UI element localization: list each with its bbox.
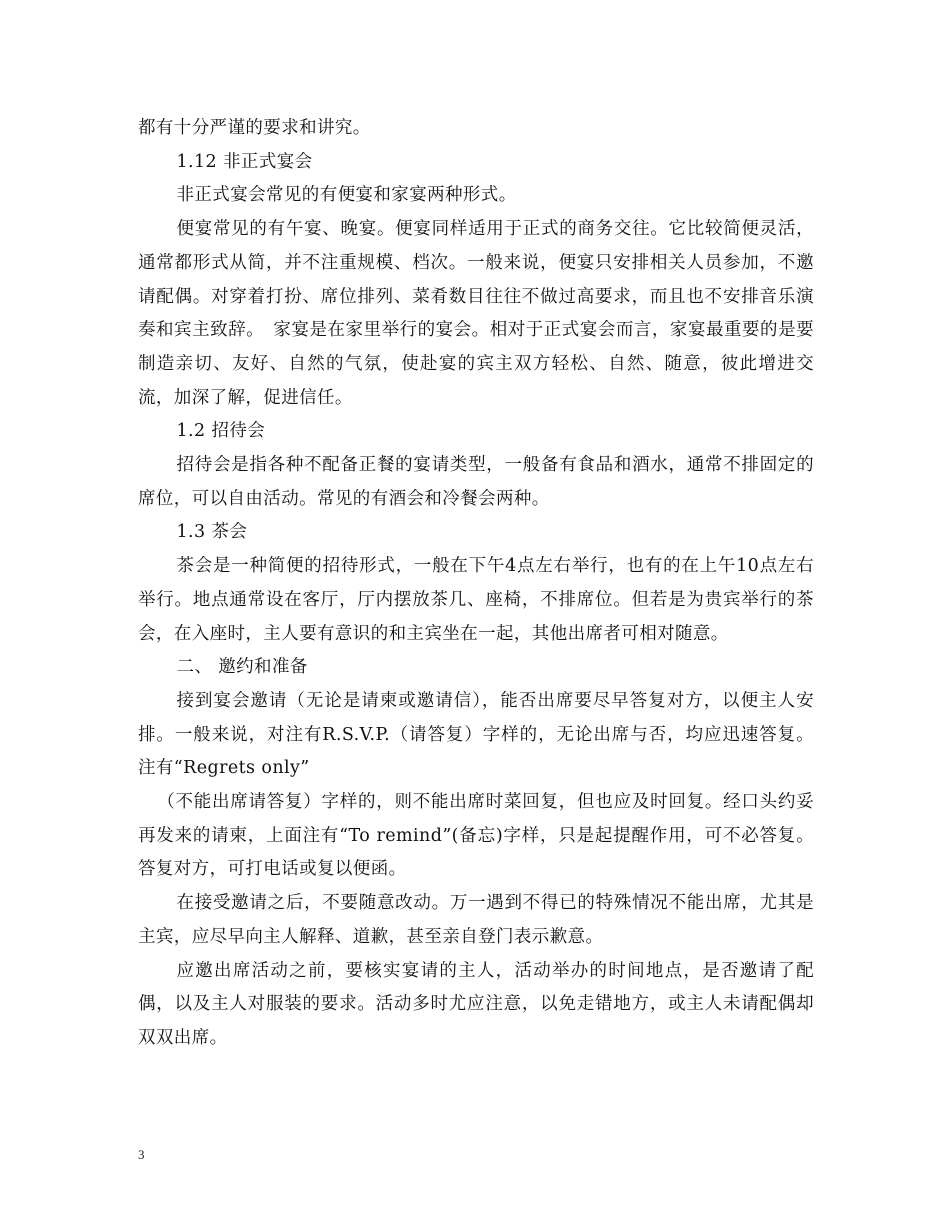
- paragraph: 便宴常见的有午宴、晚宴。便宴同样适用于正式的商务交往。它比较简便灵活，通常都形式从简，并不注重规模、档次。一般来说，便宴只安排相关人员参加，不邀请配偶。对穿着打扮、席位排列、菜肴数目往往不做过高要求，而且也不安排音乐演奏和宾主致辞。 家宴是在家里举行的宴会。相对于正式宴会而言，家宴最重要的是要制造亲切、友好、自然的气氛，使赴宴的宾主双方轻松、自然、随意，彼此增进交流，加深了解，促进信任。: [138, 219, 814, 408]
- section-heading-invitation: 二、 邀约和准备: [176, 657, 308, 678]
- paragraph: 茶会是一种简便的招待形式，一般在下午4点左右举行，也有的在上午10点左右举行。地点通常设在客厅，厅内摆放茶几、座椅，不排席位。但若是为贵宾举行的茶会，在入座时，主人要有意识的和主宾坐在一起，其他出席者可相对随意。: [138, 556, 814, 644]
- paragraph: 非正式宴会常见的有便宴和家宴两种形式。: [176, 185, 517, 206]
- paragraph: 在接受邀请之后，不要随意改动。万一遇到不得已的特殊情况不能出席，尤其是主宾，应尽早向主人解释、道歉，甚至亲自登门表示歉意。: [138, 893, 814, 947]
- section-heading-reception: 1.2 招待会: [176, 421, 266, 442]
- body-text: [138, 112, 814, 1056]
- paragraph: 接到宴会邀请（无论是请柬或邀请信），能否出席要尽早答复对方，以便主人安排。一般来说，对注有R.S.V.P.（请答复）字样的，无论出席与否，均应迅速答复。注有“Regrets only”: [138, 690, 814, 779]
- paragraph: （不能出席请答复）字样的，则不能出席时菜回复，但也应及时回复。经口头约妥再发来的请柬，上面注有“To remind”(备忘)字样，只是起提醒作用，可不必答复。答复对方，可打电话或复以便函。: [138, 792, 814, 880]
- section-heading-informal-banquet: 1.12 非正式宴会: [176, 151, 313, 172]
- paragraph: 应邀出席活动之前，要核实宴请的主人，活动举办的时间地点，是否邀请了配偶，以及主人对服装的要求。活动多时尤应注意，以免走错地方，或主人未请配偶却双双出席。: [138, 960, 814, 1048]
- page-number: 3: [138, 1147, 145, 1162]
- paragraph-continuation: 都有十分严谨的要求和讲究。: [138, 118, 371, 138]
- section-heading-tea-party: 1.3 茶会: [176, 522, 248, 543]
- paragraph: 招待会是指各种不配备正餐的宴请类型，一般备有食品和酒水，通常不排固定的席位，可以自由活动。常见的有酒会和冷餐会两种。: [138, 455, 814, 509]
